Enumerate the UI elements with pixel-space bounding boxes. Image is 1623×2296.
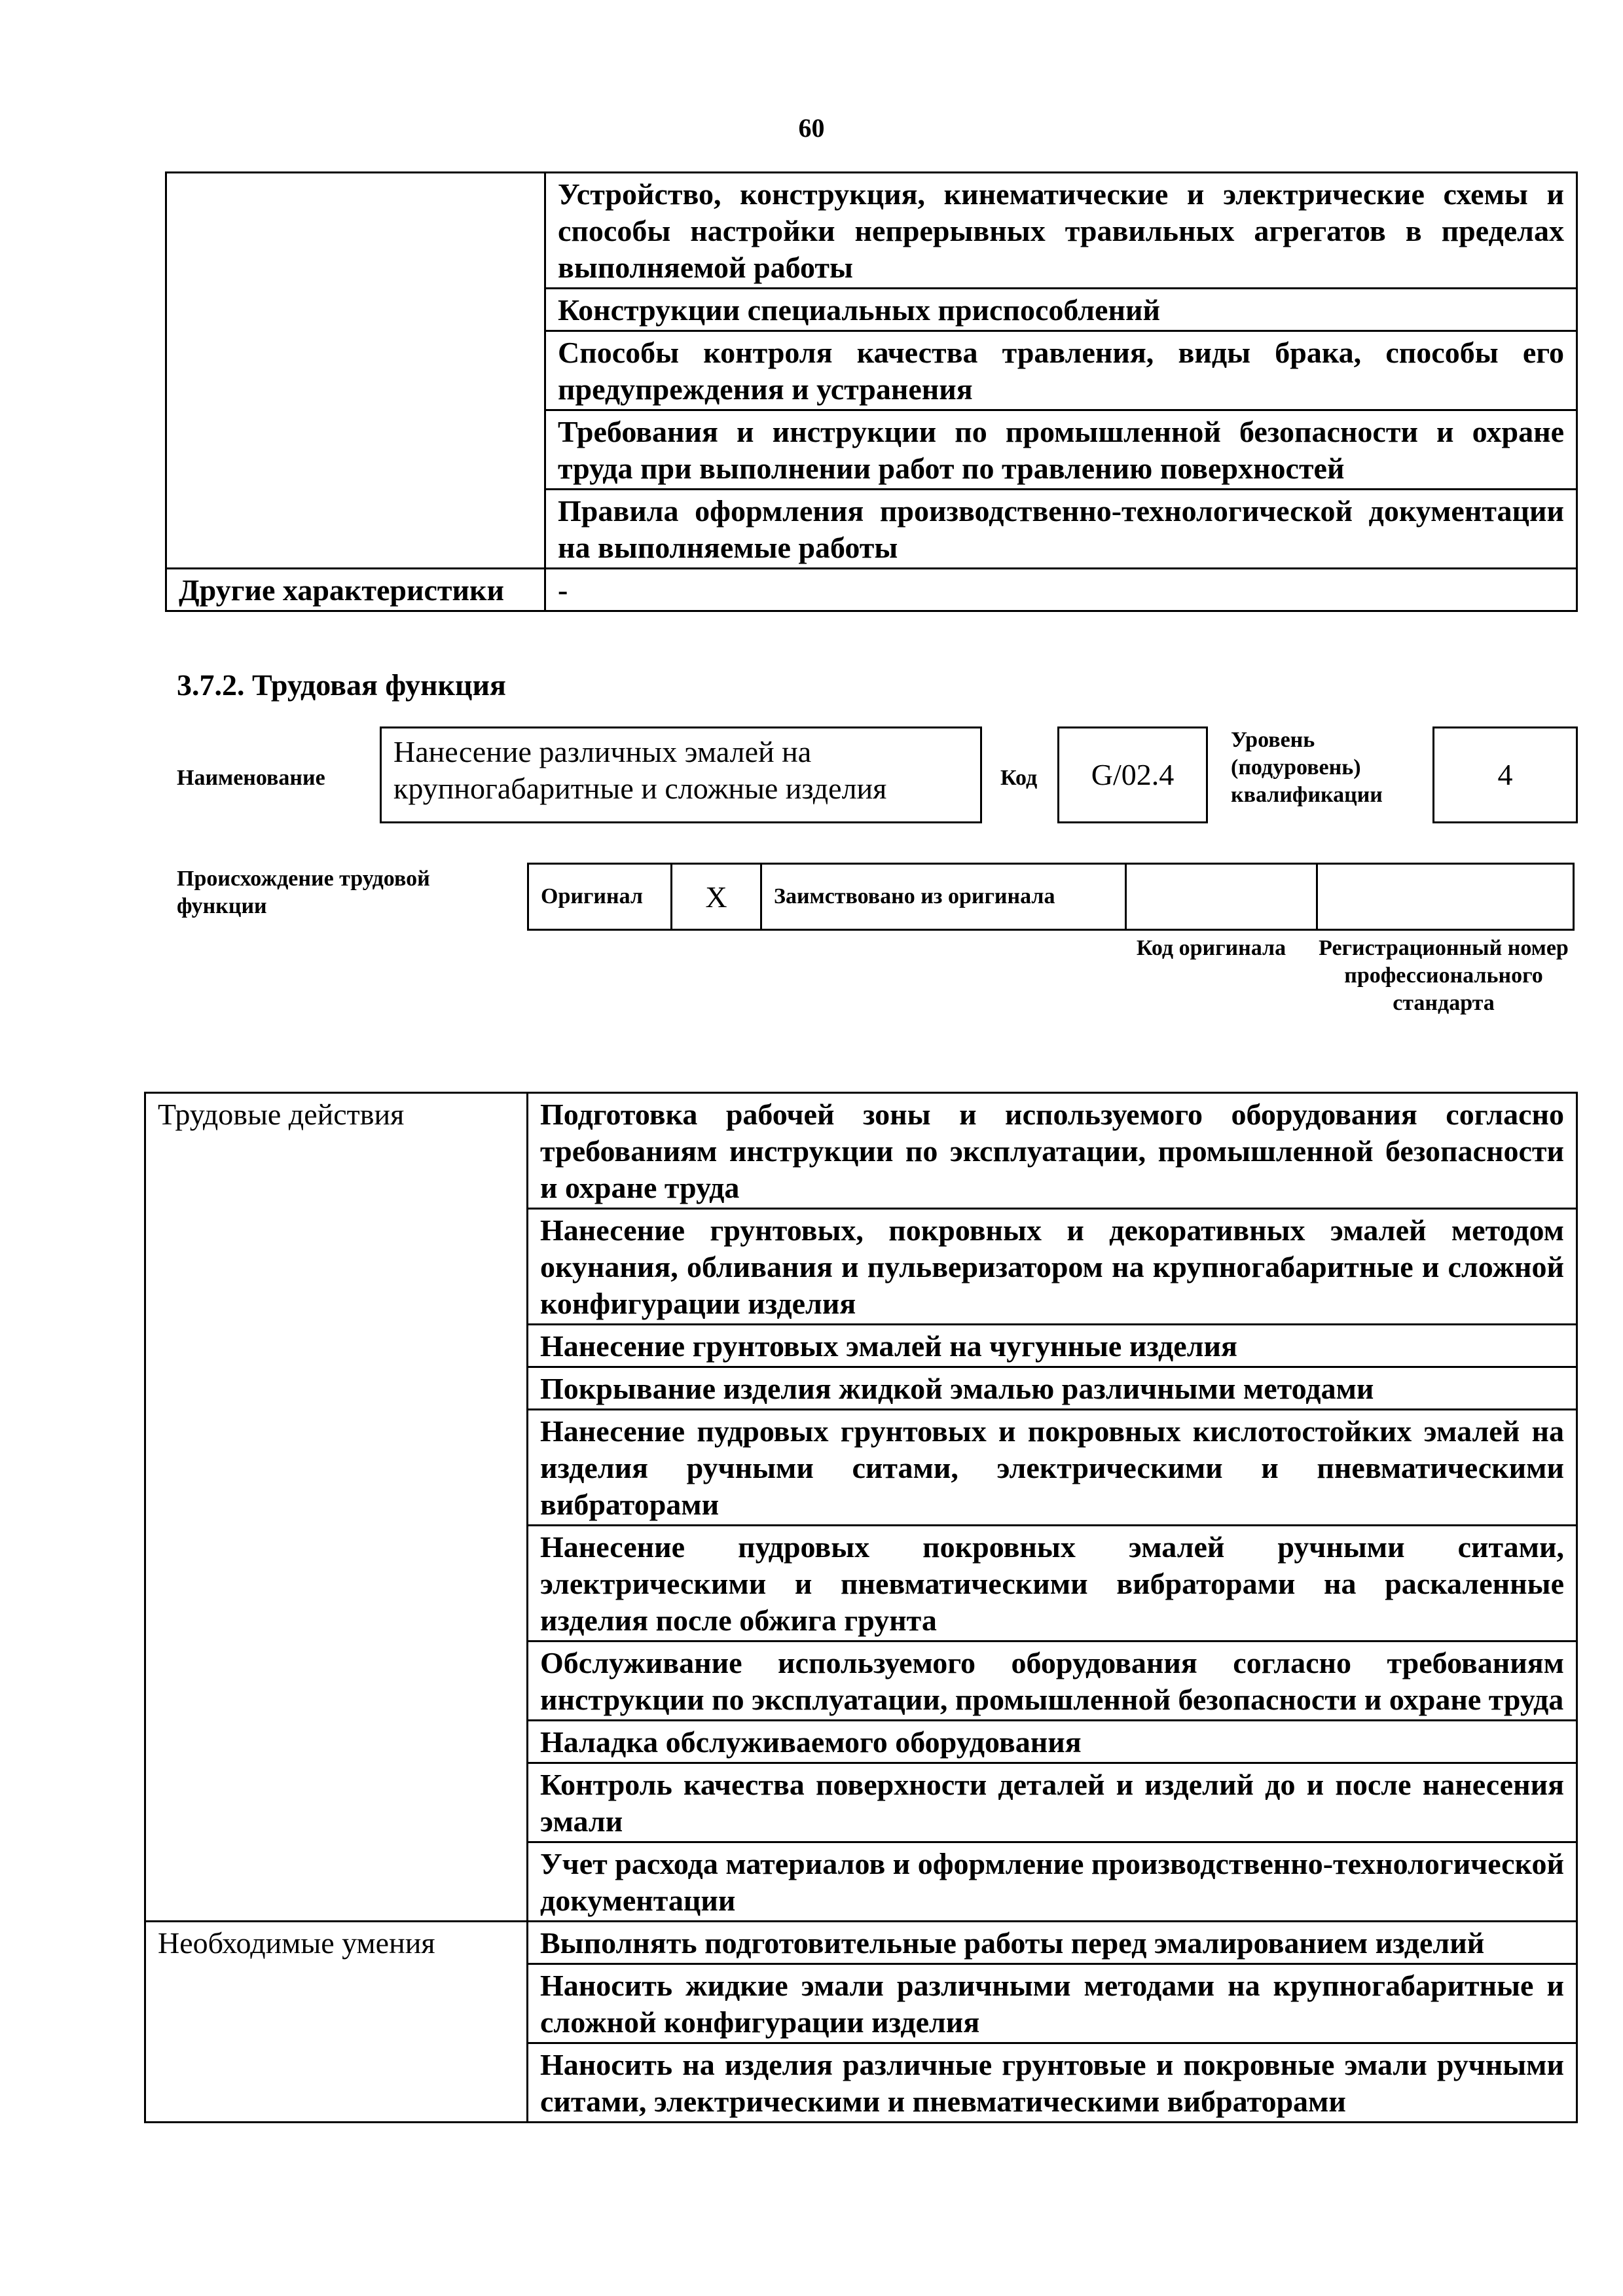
knowledge-table [165, 171, 1578, 612]
action-cell: Нанесение пудровых покровных эмалей ручными ситами, электрическими и пневматическими вибраторами на раскаленные изделия после обжига грунта [528, 1526, 1577, 1641]
table-row [166, 569, 1577, 611]
actions-label: Трудовые действия [145, 1093, 528, 1922]
borrowed-label-cell [760, 863, 1127, 931]
original-label-cell [527, 863, 672, 931]
qualification-level-box: 4 [1432, 726, 1578, 823]
table-cell: Требования и инструкции по промышленной безопасности и охране труда при выполнении работ по травлению поверхностей [545, 410, 1577, 490]
function-name-box: Нанесение различных эмалей на крупногабаритные и сложные изделия [380, 726, 982, 823]
table-row [145, 1922, 1577, 1964]
section-heading: 3.7.2. Трудовая функция [177, 668, 506, 702]
table-row [145, 1093, 1577, 1209]
table-cell: Конструкции специальных приспособлений [545, 289, 1577, 331]
qualification-level-label: Уровень (подуровень) квалификации [1231, 728, 1383, 807]
registration-number-cell [1316, 863, 1575, 931]
page-number: 60 [798, 113, 825, 143]
other-characteristics-label: Другие характеристики [166, 569, 545, 611]
origin-label: Происхождение трудовой функции [177, 867, 430, 918]
function-code-box: G/02.4 [1057, 726, 1208, 823]
action-cell: Нанесение грунтовых, покровных и декоративных эмалей методом окунания, обливания и пульверизатором на крупногабаритные и сложной конфигурации изделия [528, 1209, 1577, 1325]
registration-number-caption: Регистрационный номер профессионального стандарта [1319, 936, 1569, 1015]
action-cell: Обслуживание используемого оборудования согласно требованиям инструкции по эксплуатации, промышленной безопасности и охране труда [528, 1641, 1577, 1721]
borrowed-label: Заимствовано из оригинала [774, 884, 1055, 908]
action-cell: Контроль качества поверхности деталей и изделий до и после нанесения эмали [528, 1763, 1577, 1842]
skill-cell: Наносить жидкие эмали различными методами на крупногабаритные и сложной конфигурации изделия [528, 1964, 1577, 2043]
labor-function-table [144, 1092, 1578, 2123]
action-cell: Нанесение грунтовых эмалей на чугунные изделия [528, 1325, 1577, 1367]
skill-cell: Наносить на изделия различные грунтовые и покровные эмали ручными ситами, электрическими и пневматическими вибраторами [528, 2043, 1577, 2123]
table-cell: Способы контроля качества травления, виды брака, способы его предупреждения и устранения [545, 331, 1577, 410]
original-mark: X [705, 880, 727, 914]
table-row [166, 173, 1577, 289]
empty-label-cell [166, 173, 545, 569]
table-cell: Устройство, конструкция, кинематические и электрические схемы и способы настройки непрерывных травильных агрегатов в пределах выполняемой работы [545, 173, 1577, 289]
skill-cell: Выполнять подготовительные работы перед эмалированием изделий [528, 1922, 1577, 1964]
original-mark-cell [670, 863, 762, 931]
action-cell: Покрывание изделия жидкой эмалью различными методами [528, 1367, 1577, 1410]
action-cell: Наладка обслуживаемого оборудования [528, 1721, 1577, 1763]
action-cell: Подготовка рабочей зоны и используемого оборудования согласно требованиям инструкции по эксплуатации, промышленной безопасности и охране труда [528, 1093, 1577, 1209]
original-code-cell [1125, 863, 1318, 931]
other-characteristics-value: - [545, 569, 1577, 611]
name-label: Наименование [177, 766, 325, 790]
skills-label: Необходимые умения [145, 1922, 528, 2123]
action-cell: Учет расхода материалов и оформление производственно-технологической документации [528, 1842, 1577, 1922]
original-label: Оригинал [541, 884, 643, 908]
code-label: Код [1000, 766, 1038, 790]
original-code-caption: Код оригинала [1136, 936, 1286, 960]
table-cell: Правила оформления производственно-технологической документации на выполняемые работы [545, 490, 1577, 569]
action-cell: Нанесение пудровых грунтовых и покровных кислотостойких эмалей на изделия ручными ситами, электрическими и пневматическими вибраторами [528, 1410, 1577, 1526]
origin-row [529, 863, 1578, 931]
